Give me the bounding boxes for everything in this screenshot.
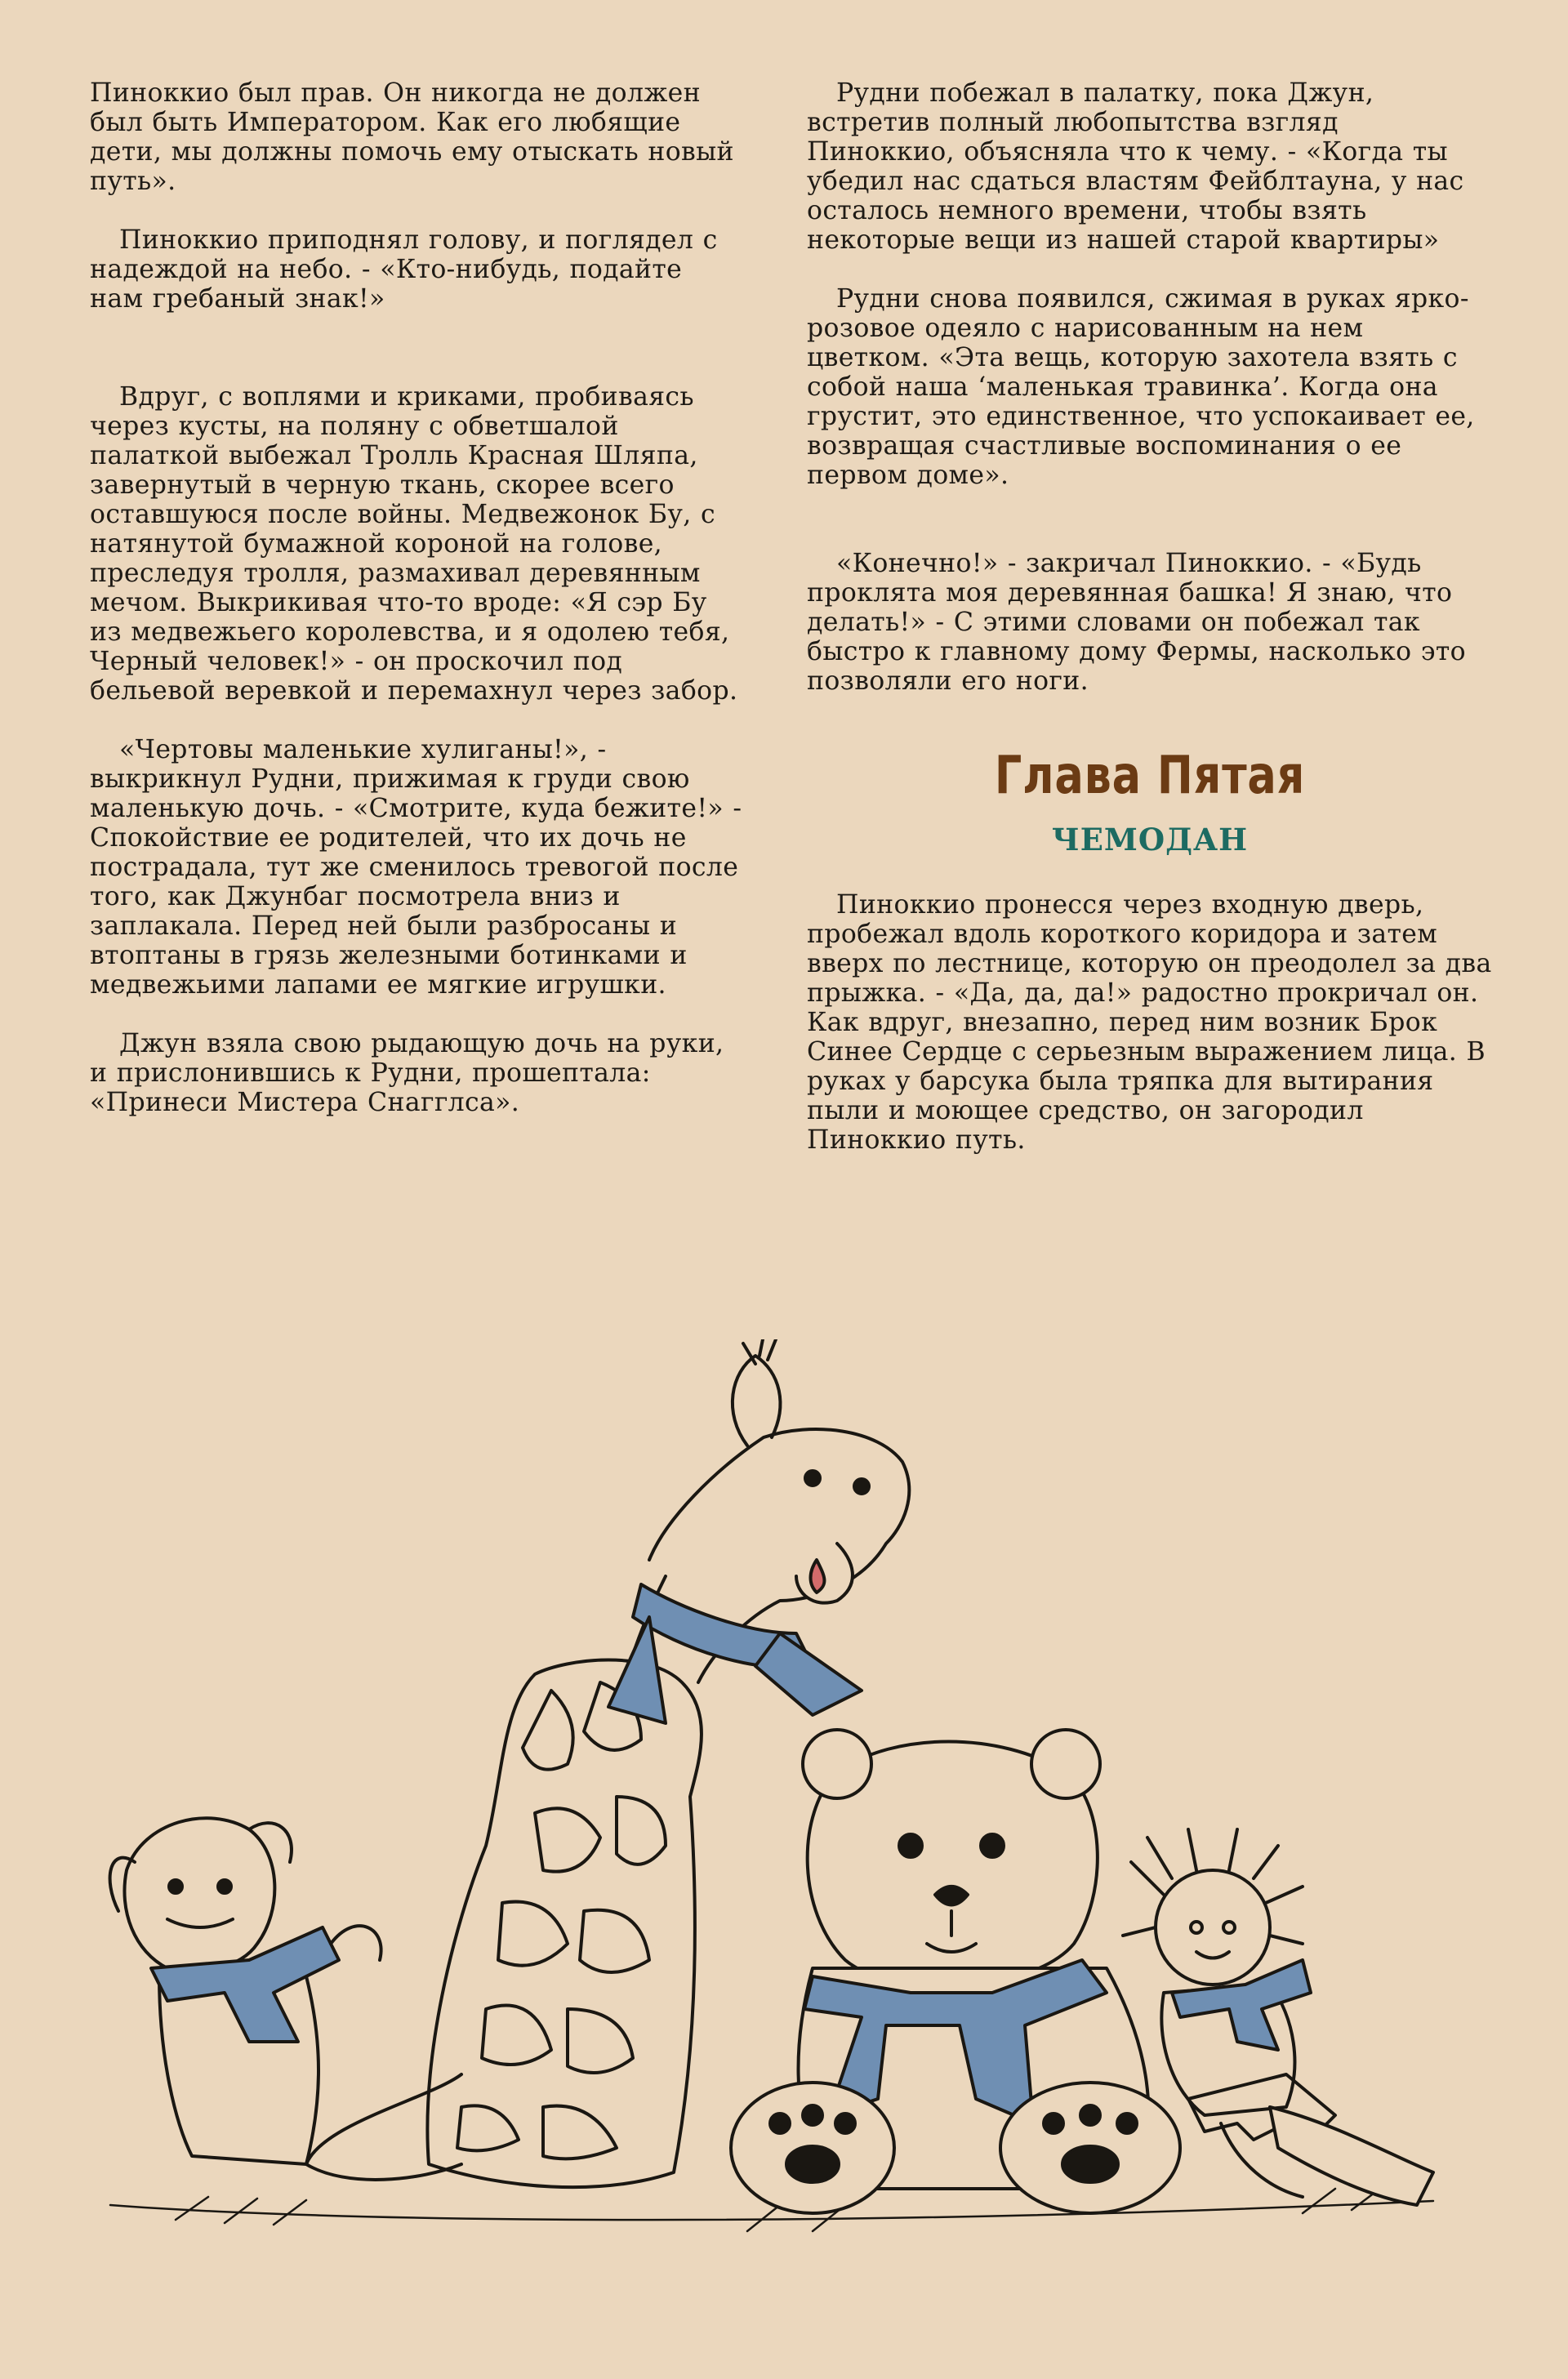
dog-toy: [110, 1818, 381, 2164]
stuffed-toys-illustration: [78, 1339, 1499, 2262]
paragraph: Пиноккио пронесся через входную дверь, пробежал вдоль короткого коридора и затем вверх по лестнице, которую он преодолел за два прыжка. - «Да, да, да!» радостно прокричал он. Как вдруг, внезапно, перед ним возник Брок Синее Сердце с серьезным выражением лица. В руках у барсука была тряпка для вытирания пыли и моющее средство, он загородил Пиноккио путь.: [807, 890, 1492, 1155]
paragraph: Джун взяла свою рыдающую дочь на руки, и прислонившись к Рудни, прошептала: «Принеси Мистера Снагглса».: [90, 1029, 724, 1117]
paragraph: «Конечно!» - закричал Пиноккио. - «Будь проклята моя деревянная башка! Я знаю, что делать!» - С этими словами он побежал так быстро к главному дому Фермы, насколько это позволяли его ноги.: [807, 549, 1466, 696]
scarf-giraffe: [608, 1584, 862, 1723]
left-text-column: [90, 78, 743, 1117]
chapter-heading: [807, 745, 1493, 858]
chapter-subtitle: ЧЕМОДАН: [1051, 822, 1249, 858]
paragraph: Рудни побежал в палатку, пока Джун, встретив полный любопытства взгляд Пиноккио, объясняла что к чему. - «Когда ты убедил нас сдаться властям Фейблтауна, у нас осталось немного времени, чтобы взять некоторые вещи из нашей старой квартиры»: [807, 78, 1464, 255]
paragraph: Пиноккио был прав. Он никогда не должен был быть Императором. Как его любящие дети, мы должны помочь ему отыскать новый путь».: [90, 78, 734, 196]
paragraph: Пиноккио приподнял голову, и поглядел с надеждой на небо. - «Кто-нибудь, подайте нам гребаный знак!»: [90, 225, 718, 314]
paragraph: Вдруг, с воплями и криками, пробиваясь через кусты, на поляну с обветшалой палаткой выбежал Тролль Красная Шляпа, завернутый в черную ткань, скорее всего оставшуюся после войны. Медвежонок Бу, с натянутой бумажной короной на голове, преследуя тролля, размахивал деревянным мечом. Выкрикивая что-то вроде: «Я сэр Бу из медвежьего королевства, и я одолею тебя, Черный человек!» - он проскочил под бельевой веревкой и перемахнул через забор.: [90, 382, 738, 706]
chapter-title: Глава Пятая: [994, 746, 1306, 806]
teddy-bear-toy: [731, 1730, 1180, 2213]
paragraph: Рудни снова появился, сжимая в руках ярко-розовое одеяло с нарисованным на нем цветком. «Эта вещь, которую захотела взять с собой наша ‘маленькая травинка’. Когда она грустит, это единственное, что успокаивает ее, возвращая счастливые воспоминания о ее первом доме».: [807, 284, 1475, 490]
paragraph: «Чертовы маленькие хулиганы!», - выкрикнул Рудни, прижимая к груди свою маленькую дочь. - «Смотрите, куда бежите!» - Спокойствие ее родителей, что их дочь не пострадала, тут же сменилось тревогой после того, как Джунбаг посмотрела вниз и заплакала. Перед ней были разбросаны и втоптаны в грязь железными ботинками и медвежьими лапами ее мягкие игрушки.: [90, 735, 742, 1000]
right-text-column: [807, 78, 1493, 1155]
